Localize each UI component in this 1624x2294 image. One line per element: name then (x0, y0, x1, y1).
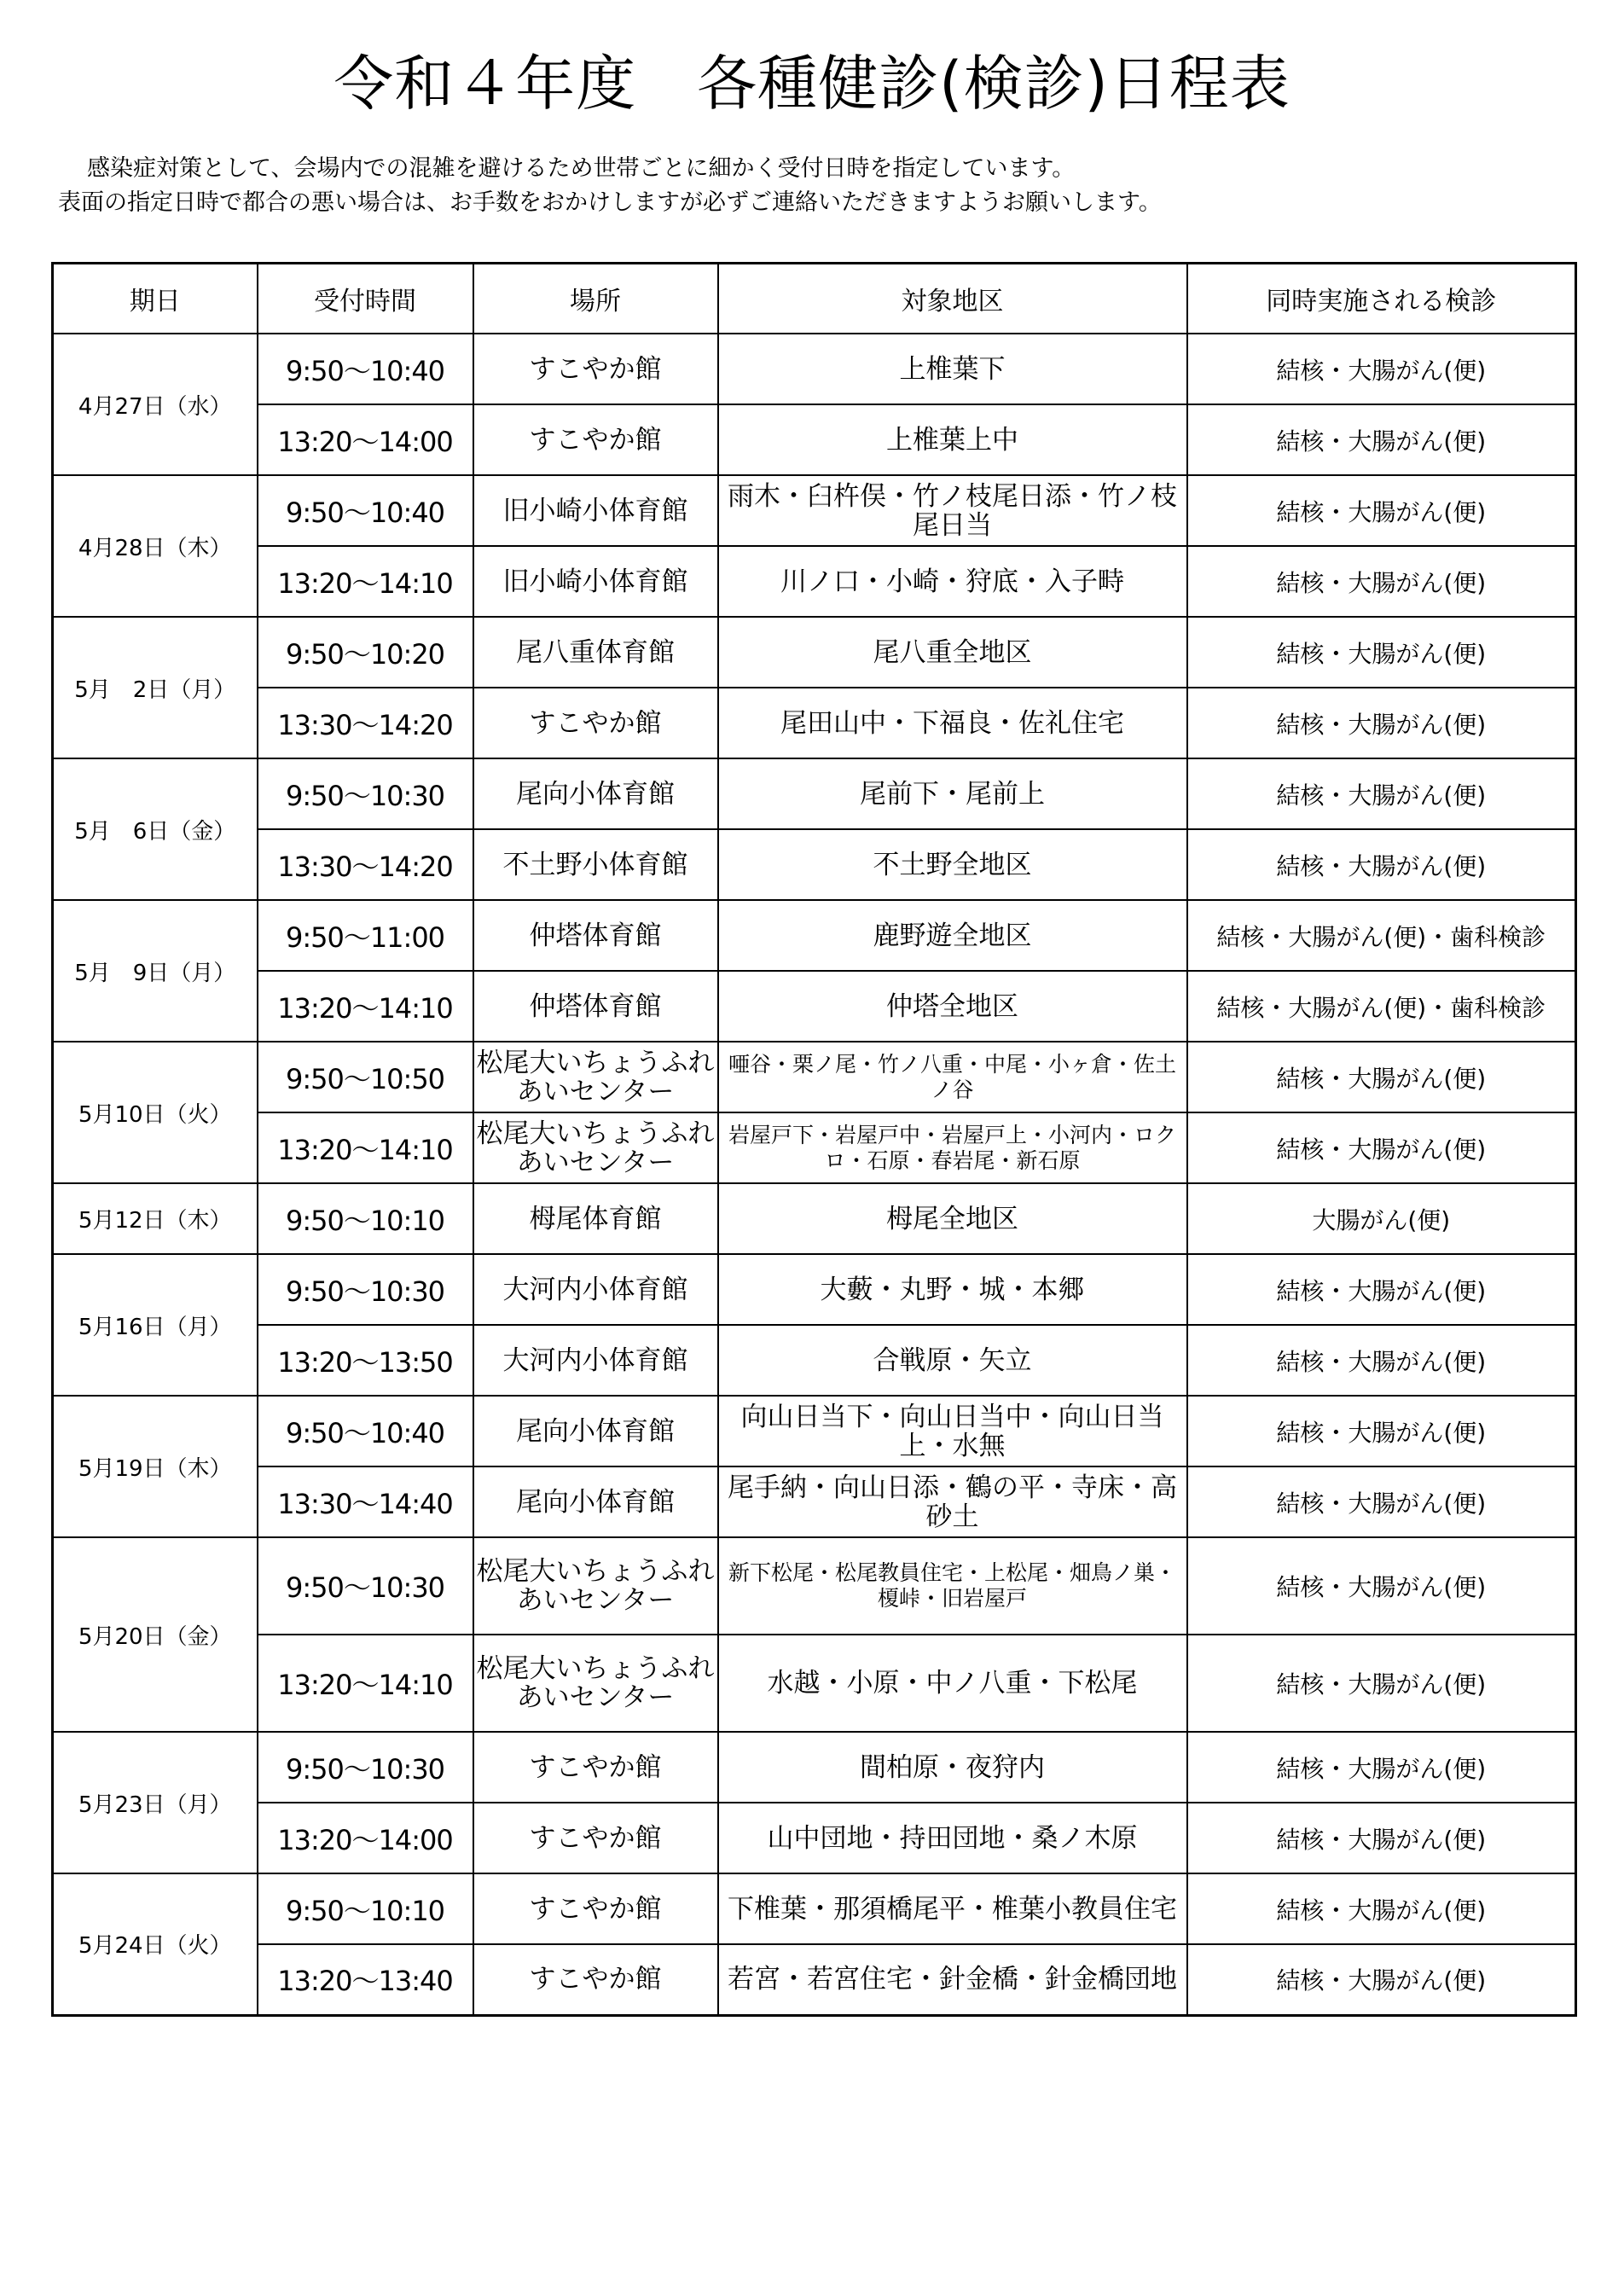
area-cell: 間柏原・夜狩内 (718, 1732, 1187, 1803)
place-cell: すこやか館 (473, 688, 718, 758)
place-cell: 尾八重体育館 (473, 617, 718, 688)
exam-cell: 結核・大腸がん(便) (1187, 1732, 1576, 1803)
table-row (53, 1873, 1576, 1944)
place-cell: 仲塔体育館 (473, 900, 718, 971)
exam-cell: 結核・大腸がん(便) (1187, 1396, 1576, 1466)
exam-cell: 結核・大腸がん(便) (1187, 1042, 1576, 1112)
time-cell: 9:50〜11:00 (258, 900, 473, 971)
table-row (53, 1325, 1576, 1396)
time-cell: 9:50〜10:30 (258, 1254, 473, 1325)
area-cell: 尾手納・向山日添・鶴の平・寺床・高砂土 (718, 1466, 1187, 1537)
exam-cell: 結核・大腸がん(便) (1187, 546, 1576, 617)
time-cell: 13:20〜14:00 (258, 404, 473, 475)
table-row (53, 1635, 1576, 1732)
table-row (53, 475, 1576, 546)
time-cell: 13:30〜14:20 (258, 829, 473, 900)
time-cell: 9:50〜10:10 (258, 1183, 473, 1254)
intro-line-2: 表面の指定日時で都合の悪い場合は、お手数をおかけしますが必ずご連絡いただきますようお願いします。 (58, 189, 1162, 216)
time-cell: 9:50〜10:40 (258, 1396, 473, 1466)
area-cell: 水越・小原・中ノ八重・下松尾 (718, 1635, 1187, 1732)
exam-cell: 結核・大腸がん(便) (1187, 1537, 1576, 1635)
place-cell: 松尾大いちょうふれあいセンター (473, 1112, 718, 1183)
table-row (53, 829, 1576, 900)
exam-cell: 大腸がん(便) (1187, 1183, 1576, 1254)
date-cell: 5月24日（火） (53, 1873, 258, 2015)
time-cell: 9:50〜10:40 (258, 334, 473, 404)
place-cell: 松尾大いちょうふれあいセンター (473, 1635, 718, 1732)
place-cell: 不土野小体育館 (473, 829, 718, 900)
table-row (53, 404, 1576, 475)
place-cell: 栂尾体育館 (473, 1183, 718, 1254)
time-cell: 9:50〜10:20 (258, 617, 473, 688)
exam-cell: 結核・大腸がん(便) (1187, 758, 1576, 829)
date-cell: 5月10日（火） (53, 1042, 258, 1183)
exam-cell: 結核・大腸がん(便) (1187, 1325, 1576, 1396)
table-row (53, 1803, 1576, 1873)
table-row (53, 900, 1576, 971)
place-cell: すこやか館 (473, 334, 718, 404)
date-cell: 5月23日（月） (53, 1732, 258, 1873)
place-cell: 尾向小体育館 (473, 1466, 718, 1537)
area-cell: 尾前下・尾前上 (718, 758, 1187, 829)
time-cell: 9:50〜10:30 (258, 1732, 473, 1803)
time-cell: 9:50〜10:40 (258, 475, 473, 546)
time-cell: 13:20〜13:40 (258, 1944, 473, 2015)
exam-cell: 結核・大腸がん(便) (1187, 829, 1576, 900)
area-cell: 不土野全地区 (718, 829, 1187, 900)
area-cell: 尾八重全地区 (718, 617, 1187, 688)
place-cell: 大河内小体育館 (473, 1254, 718, 1325)
time-cell: 13:30〜14:40 (258, 1466, 473, 1537)
exam-cell: 結核・大腸がん(便) (1187, 475, 1576, 546)
place-cell: すこやか館 (473, 1803, 718, 1873)
exam-cell: 結核・大腸がん(便) (1187, 1873, 1576, 1944)
exam-cell: 結核・大腸がん(便) (1187, 1803, 1576, 1873)
date-cell: 4月27日（水） (53, 334, 258, 475)
area-cell: 山中団地・持田団地・桑ノ木原 (718, 1803, 1187, 1873)
table-row (53, 1732, 1576, 1803)
header-exam: 同時実施される検診 (1187, 264, 1576, 334)
intro-line-1: 感染症対策として、会場内での混雑を避けるため世帯ごとに細かく受付日時を指定しています。 (87, 155, 1076, 182)
page-title: 令和４年度 各種健診(検診)日程表 (334, 49, 1290, 119)
time-cell: 9:50〜10:50 (258, 1042, 473, 1112)
table-row (53, 758, 1576, 829)
place-cell: すこやか館 (473, 404, 718, 475)
header-area: 対象地区 (718, 264, 1187, 334)
exam-cell: 結核・大腸がん(便) (1187, 404, 1576, 475)
time-cell: 9:50〜10:10 (258, 1873, 473, 1944)
time-cell: 13:20〜14:10 (258, 546, 473, 617)
area-cell: 向山日当下・向山日当中・向山日当上・水無 (718, 1396, 1187, 1466)
table-row (53, 1183, 1576, 1254)
place-cell: 旧小崎小体育館 (473, 475, 718, 546)
exam-cell: 結核・大腸がん(便)・歯科検診 (1187, 971, 1576, 1042)
area-cell: 上椎葉上中 (718, 404, 1187, 475)
place-cell: すこやか館 (473, 1732, 718, 1803)
table-row (53, 1396, 1576, 1466)
exam-cell: 結核・大腸がん(便) (1187, 1254, 1576, 1325)
intro-text (58, 152, 1576, 220)
date-cell: 5月16日（月） (53, 1254, 258, 1396)
table-row (53, 688, 1576, 758)
date-cell: 5月 6日（金） (53, 758, 258, 900)
area-cell: 雨木・臼杵俣・竹ノ枝尾日添・竹ノ枝尾日当 (718, 475, 1187, 546)
table-row (53, 1254, 1576, 1325)
date-cell: 4月28日（木） (53, 475, 258, 617)
place-cell: 旧小崎小体育館 (473, 546, 718, 617)
area-cell: 唖谷・栗ノ尾・竹ノ八重・中尾・小ヶ倉・佐土ノ谷 (718, 1042, 1187, 1112)
exam-cell: 結核・大腸がん(便) (1187, 688, 1576, 758)
place-cell: 松尾大いちょうふれあいセンター (473, 1537, 718, 1635)
place-cell: 大河内小体育館 (473, 1325, 718, 1396)
area-cell: 栂尾全地区 (718, 1183, 1187, 1254)
area-cell: 仲塔全地区 (718, 971, 1187, 1042)
area-cell: 下椎葉・那須橋尾平・椎葉小教員住宅 (718, 1873, 1187, 1944)
time-cell: 13:20〜14:10 (258, 971, 473, 1042)
header-time: 受付時間 (258, 264, 473, 334)
time-cell: 13:30〜14:20 (258, 688, 473, 758)
exam-cell: 結核・大腸がん(便)・歯科検診 (1187, 900, 1576, 971)
table-row (53, 1466, 1576, 1537)
header-place: 場所 (473, 264, 718, 334)
area-cell: 川ノ口・小崎・狩底・入子畤 (718, 546, 1187, 617)
area-cell: 鹿野遊全地区 (718, 900, 1187, 971)
area-cell: 尾田山中・下福良・佐礼住宅 (718, 688, 1187, 758)
schedule-body (53, 334, 1576, 2015)
area-cell: 大藪・丸野・城・本郷 (718, 1254, 1187, 1325)
time-cell: 9:50〜10:30 (258, 758, 473, 829)
date-cell: 5月20日（金） (53, 1537, 258, 1732)
area-cell: 岩屋戸下・岩屋戸中・岩屋戸上・小河内・ロクロ・石原・春岩尾・新石原 (718, 1112, 1187, 1183)
area-cell: 新下松尾・松尾教員住宅・上松尾・畑鳥ノ巣・榎峠・旧岩屋戸 (718, 1537, 1187, 1635)
time-cell: 13:20〜14:10 (258, 1112, 473, 1183)
place-cell: 仲塔体育館 (473, 971, 718, 1042)
table-row (53, 1112, 1576, 1183)
table-row (53, 1944, 1576, 2015)
table-row (53, 546, 1576, 617)
exam-cell: 結核・大腸がん(便) (1187, 1635, 1576, 1732)
exam-cell: 結核・大腸がん(便) (1187, 1466, 1576, 1537)
table-row (53, 617, 1576, 688)
area-cell: 合戦原・矢立 (718, 1325, 1187, 1396)
date-cell: 5月 9日（月） (53, 900, 258, 1042)
date-cell: 5月 2日（月） (53, 617, 258, 758)
table-row (53, 1042, 1576, 1112)
place-cell: 尾向小体育館 (473, 758, 718, 829)
time-cell: 13:20〜13:50 (258, 1325, 473, 1396)
table-row (53, 971, 1576, 1042)
time-cell: 13:20〜14:00 (258, 1803, 473, 1873)
area-cell: 上椎葉下 (718, 334, 1187, 404)
date-cell: 5月12日（木） (53, 1183, 258, 1254)
place-cell: 尾向小体育館 (473, 1396, 718, 1466)
time-cell: 13:20〜14:10 (258, 1635, 473, 1732)
table-row (53, 334, 1576, 404)
header-row (53, 264, 1576, 334)
exam-cell: 結核・大腸がん(便) (1187, 1944, 1576, 2015)
place-cell: 松尾大いちょうふれあいセンター (473, 1042, 718, 1112)
time-cell: 9:50〜10:30 (258, 1537, 473, 1635)
header-date: 期日 (53, 264, 258, 334)
date-cell: 5月19日（木） (53, 1396, 258, 1537)
schedule-table (51, 262, 1577, 2017)
table-row (53, 1537, 1576, 1635)
place-cell: すこやか館 (473, 1873, 718, 1944)
exam-cell: 結核・大腸がん(便) (1187, 1112, 1576, 1183)
exam-cell: 結核・大腸がん(便) (1187, 617, 1576, 688)
area-cell: 若宮・若宮住宅・針金橋・針金橋団地 (718, 1944, 1187, 2015)
exam-cell: 結核・大腸がん(便) (1187, 334, 1576, 404)
place-cell: すこやか館 (473, 1944, 718, 2015)
